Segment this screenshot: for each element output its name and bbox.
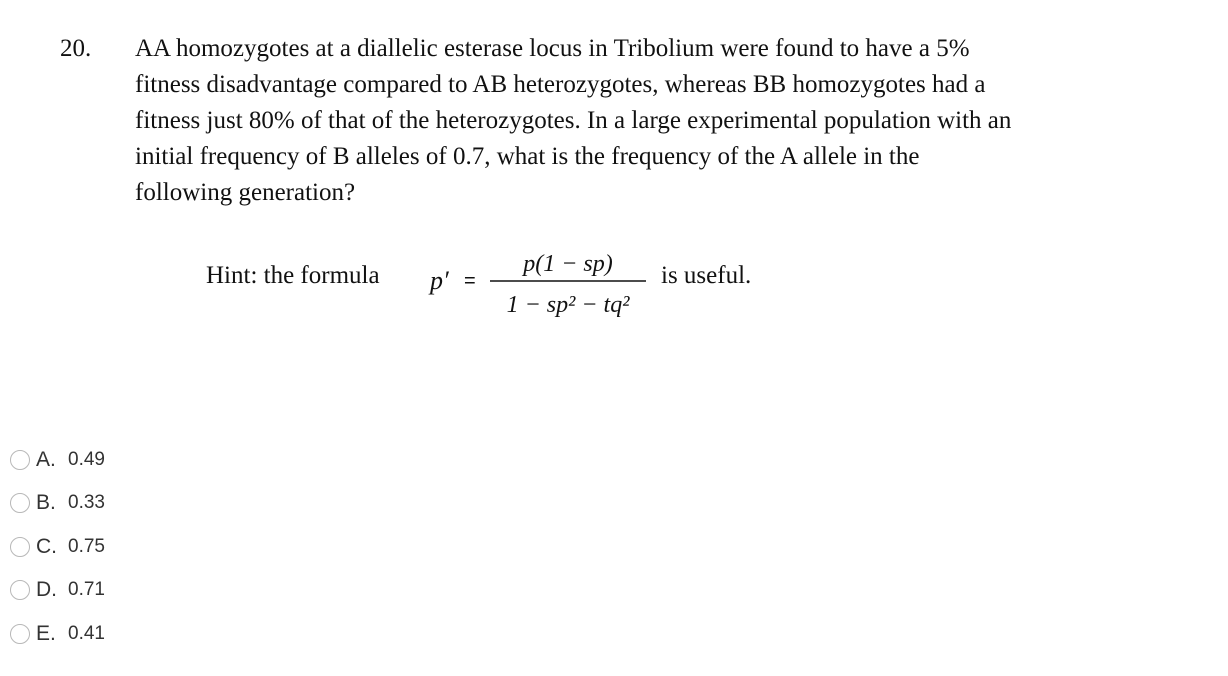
answer-option-e[interactable] <box>10 612 105 656</box>
radio-button-d[interactable] <box>10 580 30 600</box>
question-line: fitness just 80% of that of the heterozygotes. In a large experimental population with an <box>135 107 1012 134</box>
option-letter: D. <box>36 578 57 602</box>
radio-button-e[interactable] <box>10 624 30 644</box>
option-value: 0.75 <box>68 535 105 557</box>
formula-denominator: 1 − sp² − tq² <box>506 292 630 318</box>
option-value: 0.71 <box>68 579 105 601</box>
formula-numerator: p(1 − sp) <box>523 251 613 277</box>
answer-option-a[interactable] <box>10 438 105 482</box>
formula-equals: = <box>464 270 476 292</box>
answer-option-b[interactable] <box>10 482 105 526</box>
question-line: following generation? <box>135 179 356 206</box>
question-line: AA homozygotes at a diallelic esterase locus in Tribolium were found to have a 5% <box>135 35 970 62</box>
radio-button-c[interactable] <box>10 537 30 557</box>
option-value: 0.33 <box>68 492 105 514</box>
question-text <box>135 31 1225 211</box>
hint-formula <box>426 240 651 330</box>
option-letter: E. <box>36 621 56 645</box>
option-letter: B. <box>36 491 56 515</box>
option-letter: A. <box>36 447 56 471</box>
formula-lhs: p′ <box>430 266 449 295</box>
question-line: fitness disadvantage compared to AB heterozygotes, whereas BB homozygotes had a <box>135 71 986 98</box>
answer-option-c[interactable] <box>10 525 105 569</box>
option-value: 0.49 <box>68 448 105 470</box>
hint-suffix: is useful. <box>661 262 752 289</box>
radio-button-a[interactable] <box>10 450 30 470</box>
answer-options <box>10 438 105 656</box>
option-letter: C. <box>36 534 57 558</box>
question-number: 20. <box>60 35 92 62</box>
answer-option-d[interactable] <box>10 569 105 613</box>
question-line: initial frequency of B alleles of 0.7, what is the frequency of the A allele in the <box>135 143 920 170</box>
hint-prefix: Hint: the formula <box>206 262 380 289</box>
option-value: 0.41 <box>68 622 105 644</box>
radio-button-b[interactable] <box>10 493 30 513</box>
